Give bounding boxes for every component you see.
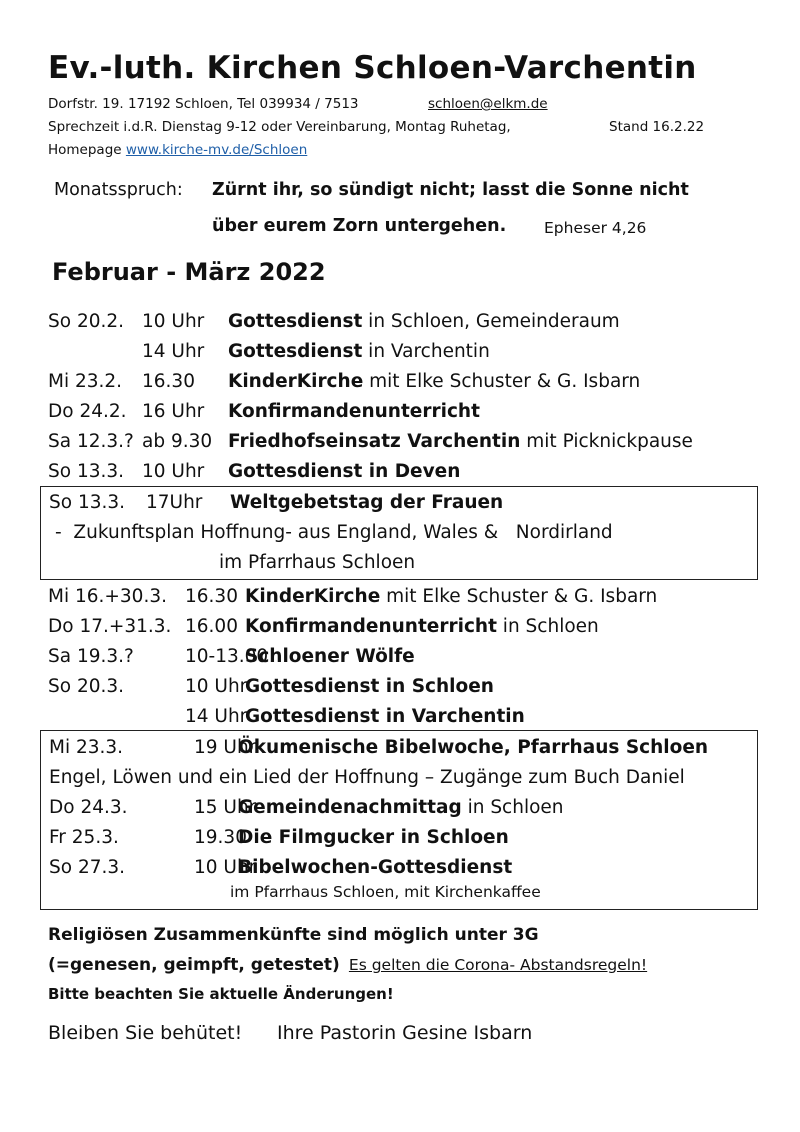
event-title: Konfirmandenunterricht <box>245 616 497 637</box>
office-hours: Sprechzeit i.d.R. Dienstag 9-12 oder Vereinbarung, Montag Ruhetag, <box>48 119 511 135</box>
page-title: Ev.-luth. Kirchen Schloen-Varchentin <box>48 50 697 86</box>
section-title: Februar - März 2022 <box>52 258 326 286</box>
schedule-row <box>49 794 749 822</box>
monatsspruch-label: Monatsspruch: <box>54 180 183 200</box>
event-title: Gottesdienst <box>228 311 363 332</box>
homepage-label: Homepage <box>48 142 122 158</box>
event-detail: in Schloen, Gemeinderaum <box>362 311 620 332</box>
event-entry <box>238 794 564 822</box>
event-entry <box>228 308 620 336</box>
schedule-row <box>49 824 749 852</box>
event-date: Mi 16.+30.3. <box>48 586 167 607</box>
monatsspruch-line1: Zürnt ihr, so sündigt nicht; lasst die Sonne nicht <box>212 180 689 200</box>
box1-location: im Pfarrhaus Schloen <box>219 552 416 573</box>
notice-line3: Bitte beachten Sie aktuelle Änderungen! <box>48 985 394 1003</box>
event-entry <box>228 398 480 426</box>
event-time: 15 Uhr <box>194 797 257 818</box>
stand-date: Stand 16.2.22 <box>609 119 705 135</box>
event-box-weltgebetstag <box>40 486 758 580</box>
event-title: Gottesdienst <box>228 341 363 362</box>
schedule-row <box>48 703 748 731</box>
event-entry <box>245 643 415 671</box>
homepage-link[interactable]: www.kirche-mv.de/Schloen <box>125 142 308 158</box>
schedule-row <box>49 734 749 762</box>
schedule-row <box>48 308 748 336</box>
event-detail: mit Elke Schuster & G. Isbarn <box>380 586 658 607</box>
event-detail: in Schloen <box>496 616 599 637</box>
notice-line2: (=genesen, geimpft, getestet) <box>48 955 340 975</box>
event-time: 10 Uhr <box>194 857 257 878</box>
event-time: 10 Uhr <box>142 311 205 332</box>
event-time: ab 9.30 <box>142 431 213 452</box>
event-date: Do 24.2. <box>48 401 127 422</box>
schedule-row <box>48 458 748 486</box>
event-title: Gottesdienst in Schloen <box>245 676 494 697</box>
event-date: So 27.3. <box>49 857 126 878</box>
box1-time: 17Uhr <box>146 492 203 513</box>
box2-subtitle: Engel, Löwen und ein Lied der Hoffnung – Zugänge zum Buch Daniel <box>49 767 685 788</box>
schedule-row <box>48 368 748 396</box>
schedule-row <box>48 583 748 611</box>
schedule-row <box>48 673 748 701</box>
event-detail: mit Elke Schuster & G. Isbarn <box>363 371 641 392</box>
event-time: 19 Uhr <box>194 737 257 758</box>
event-detail: in Schloen <box>461 797 564 818</box>
box2-note: im Pfarrhaus Schloen, mit Kirchenkaffee <box>230 883 541 901</box>
event-date: So 20.3. <box>48 676 125 697</box>
event-entry <box>238 734 708 762</box>
closing-greeting: Bleiben Sie behütet! <box>48 1022 243 1044</box>
event-entry <box>228 338 490 366</box>
schedule-row <box>49 854 749 882</box>
notice-line2-row <box>48 955 647 975</box>
notice-line1: Religiösen Zusammenkünfte sind möglich unter 3G <box>48 925 539 945</box>
event-entry <box>245 673 494 701</box>
event-entry <box>245 613 599 641</box>
event-date: Sa 12.3.? <box>48 431 134 452</box>
event-title: Friedhofseinsatz Varchentin <box>228 431 521 452</box>
monatsspruch-line2: über eurem Zorn untergehen. <box>212 216 507 236</box>
notice-corona-rules: Es gelten die Corona- Abstandsregeln! <box>348 956 648 974</box>
event-detail: mit Picknickpause <box>520 431 693 452</box>
event-time: 14 Uhr <box>185 706 248 727</box>
event-time: 16 Uhr <box>142 401 205 422</box>
event-date: Do 17.+31.3. <box>48 616 172 637</box>
box1-date: So 13.3. <box>49 492 126 513</box>
event-date: So 20.2. <box>48 311 125 332</box>
event-title: Gottesdienst in Deven <box>228 461 461 482</box>
event-title: Ökumenische Bibelwoche, Pfarrhaus Schloen <box>238 737 709 758</box>
event-title: Die Filmgucker in Schloen <box>238 827 509 848</box>
event-box-bibelwoche <box>40 730 758 910</box>
event-detail: in Varchentin <box>362 341 490 362</box>
schedule-row <box>48 338 748 366</box>
event-title: Schloener Wölfe <box>245 646 415 667</box>
event-time: 19.30 <box>194 827 247 848</box>
monatsspruch-reference: Epheser 4,26 <box>544 219 647 237</box>
box1-theme: - Zukunftsplan Hoffnung- aus England, Wales & Nordirland <box>55 522 613 543</box>
event-title: KinderKirche <box>228 371 364 392</box>
event-entry <box>238 854 512 882</box>
event-date: Fr 25.3. <box>49 827 119 848</box>
closing-signature: Ihre Pastorin Gesine Isbarn <box>277 1022 533 1044</box>
event-time: 16.00 <box>185 616 238 637</box>
event-entry <box>238 824 509 852</box>
box1-title: Weltgebetstag der Frauen <box>230 492 504 513</box>
event-title: Gemeindenachmittag <box>238 797 462 818</box>
event-title: KinderKirche <box>245 586 381 607</box>
schedule-row <box>48 643 748 671</box>
schedule-row <box>48 613 748 641</box>
event-date: Sa 19.3.? <box>48 646 134 667</box>
event-date: Do 24.3. <box>49 797 128 818</box>
schedule-row <box>48 428 748 456</box>
event-date: Mi 23.3. <box>49 737 124 758</box>
event-time: 10 Uhr <box>142 461 205 482</box>
address: Dorfstr. 19. 17192 Schloen, Tel 039934 / 7513 <box>48 96 359 112</box>
event-time: 16.30 <box>185 586 238 607</box>
event-entry <box>228 368 640 396</box>
event-entry <box>228 428 693 456</box>
event-date: So 13.3. <box>48 461 125 482</box>
event-title: Gottesdienst in Varchentin <box>245 706 525 727</box>
event-time: 14 Uhr <box>142 341 205 362</box>
event-date: Mi 23.2. <box>48 371 123 392</box>
event-time: 16.30 <box>142 371 195 392</box>
event-title: Bibelwochen-Gottesdienst <box>238 857 513 878</box>
event-time: 10 Uhr <box>185 676 248 697</box>
event-entry <box>245 703 525 731</box>
email-link[interactable]: schloen@elkm.de <box>428 96 548 112</box>
event-entry <box>245 583 657 611</box>
event-entry <box>228 458 460 486</box>
event-time: 10-13.00 <box>185 646 269 667</box>
homepage-row <box>48 142 307 158</box>
event-title: Konfirmandenunterricht <box>228 401 480 422</box>
schedule-row <box>48 398 748 426</box>
